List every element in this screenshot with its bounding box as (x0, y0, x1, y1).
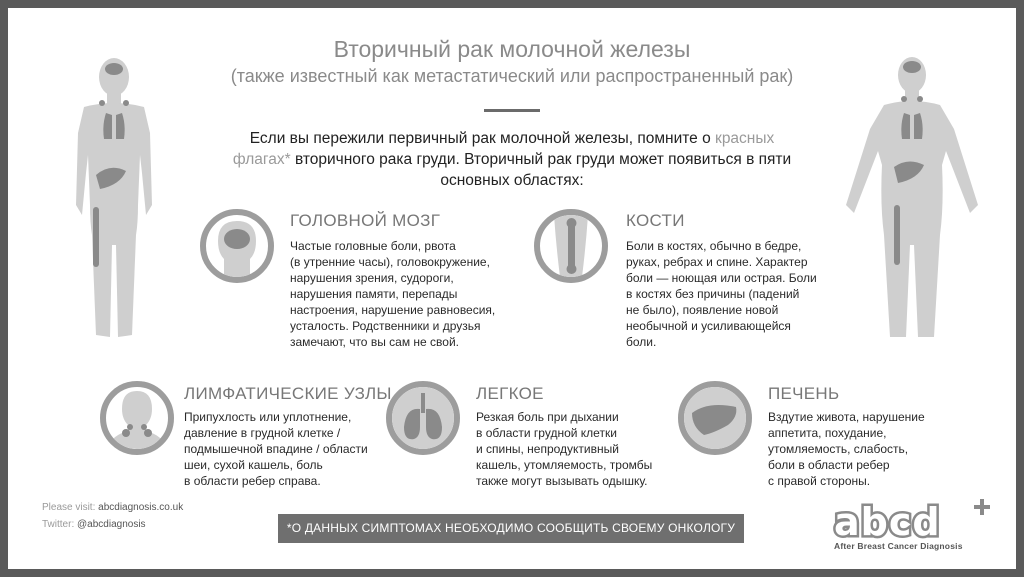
right-body-figure-icon (842, 55, 982, 345)
liver-title: ПЕЧЕНЬ (768, 384, 840, 403)
lymph-line: в области ребер справа. (184, 474, 321, 488)
liver-text (768, 409, 925, 489)
head-brain-icon (206, 215, 268, 277)
lungs-icon (392, 387, 454, 449)
bones-line: боли — ноющая или острая. Боли (626, 271, 817, 285)
page-subtitle: (также известный как метастатический или распространенный рак) (230, 66, 794, 86)
brain-line: (в утренние часы), головокружение, (290, 255, 490, 269)
liver-line: Вздутие живота, нарушение (768, 410, 925, 424)
brain-line: нарушения зрения, судороги, (290, 271, 454, 285)
lung-title: ЛЕГКОЕ (476, 384, 544, 403)
lymph-section-icon (100, 381, 174, 455)
footer-twitter (42, 519, 146, 530)
liver-line: аппетита, похудание, (768, 426, 887, 440)
bones-line: руках, ребрах и спине. Характер (626, 255, 808, 269)
bones-line: в костях без причины (падений (626, 287, 800, 301)
leg-bone-icon (540, 215, 602, 277)
lung-text (476, 409, 652, 489)
intro-paragraph (220, 128, 804, 191)
plus-icon (974, 499, 990, 515)
bones-line: боли. (626, 335, 657, 349)
left-body-figure-icon (66, 55, 162, 345)
neck-lymph-icon (106, 387, 168, 449)
footer-visit (42, 502, 183, 513)
lymph-line: давление в грудной клетке / (184, 426, 341, 440)
lung-line: также могут вызывать одышку. (476, 474, 648, 488)
bones-text (626, 238, 817, 350)
liver-line: с правой стороны. (768, 474, 871, 488)
bones-line: не было), появление новой (626, 303, 779, 317)
brain-line: замечают, что вы сам не свой. (290, 335, 459, 349)
lymph-line: подмышечной впадине / области (184, 442, 368, 456)
brain-section-icon (200, 209, 274, 283)
page-title: Вторичный рак молочной железы (333, 36, 691, 62)
lung-line: и спины, непродуктивный (476, 442, 619, 456)
brain-line: усталость. Родственники и друзья (290, 319, 481, 333)
lung-line: в области грудной клетки (476, 426, 617, 440)
liver-line: утомляемость, слабость, (768, 442, 909, 456)
bones-section-icon (534, 209, 608, 283)
lymph-title: ЛИМФАТИЧЕСКИЕ УЗЛЫ (184, 384, 392, 403)
intro-highlight: красных флагах* (232, 130, 775, 168)
visit-label: Please visit: (42, 502, 99, 513)
lymph-text (184, 409, 368, 489)
logo-text: abcd (834, 500, 941, 544)
oncologist-notice-banner: *О ДАННЫХ СИМПТОМАХ НЕОБХОДИМО СООБЩИТЬ СВОЕМУ ОНКОЛОГУ (278, 514, 744, 543)
twitter-link[interactable]: @abcdiagnosis (77, 519, 146, 530)
liver-icon (684, 387, 746, 449)
lung-section-icon (386, 381, 460, 455)
brain-line: Частые головные боли, рвота (290, 239, 456, 253)
bones-title: КОСТИ (626, 211, 685, 230)
intro-part-1: Если вы пережили первичный рак молочной железы, помните о (249, 130, 716, 147)
brain-title: ГОЛОВНОЙ МОЗГ (290, 211, 441, 230)
lung-line: Резкая боль при дыхании (476, 410, 619, 424)
lymph-line: шеи, сухой кашель, боль (184, 458, 323, 472)
website-link[interactable]: abcdiagnosis.co.uk (98, 502, 184, 513)
bones-line: необычной и усиливающейся (626, 319, 791, 333)
title-divider (484, 109, 540, 112)
brain-text (290, 238, 495, 350)
brain-line: настроения, нарушение равновесия, (290, 303, 496, 317)
lymph-line: Припухлость или уплотнение, (184, 410, 352, 424)
bones-line: Боли в костях, обычно в бедре, (626, 239, 802, 253)
liver-section-icon (678, 381, 752, 455)
intro-part-2: вторичного рака груди. Вторичный рак груди может появиться в пяти основных областях: (290, 151, 792, 189)
brain-line: нарушения памяти, перепады (290, 287, 458, 301)
liver-line: боли в области ребер (768, 458, 890, 472)
logo-subtitle: After Breast Cancer Diagnosis (834, 541, 963, 551)
lung-line: кашель, утомляемость, тромбы (476, 458, 653, 472)
twitter-label: Twitter: (42, 519, 78, 530)
